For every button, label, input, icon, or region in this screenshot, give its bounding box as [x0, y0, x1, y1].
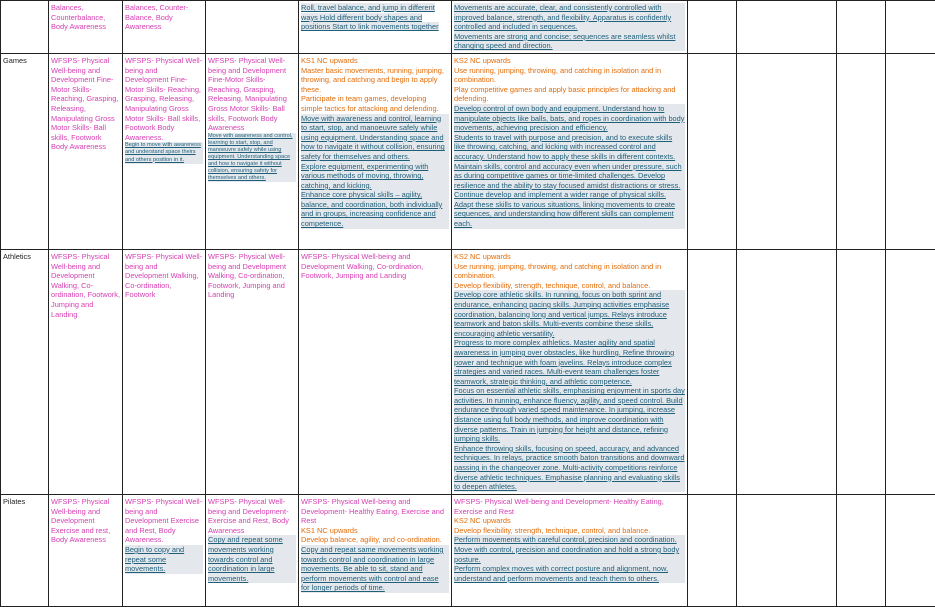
- ks1-heading: KS1 NC upwards: [301, 525, 358, 535]
- table-row: [1, 494, 935, 606]
- ks1-pink-text: WFSPS- Physical Well-being and Development- Healthy Eating, Exercise and Rest: [301, 496, 444, 526]
- ks2-cell: [452, 1, 688, 54]
- empty-cell: [837, 53, 886, 249]
- eyfs-link-text: Begin to copy and repeat some movements.: [125, 545, 203, 574]
- ks2-orange-text: Play competitive games and apply basic principles for attacking and defending.: [454, 84, 676, 104]
- ks1-cell: [299, 53, 452, 249]
- row-label-games: Games: [1, 53, 49, 249]
- empty-cell: [837, 249, 886, 494]
- ks1-text: Move with awareness and control, learning to start, stop, and manoeuvre safely while using equipment. Understanding space and how to navigate it without collision, ensuring safety for themselves and others.: [301, 114, 449, 162]
- ks2-text: Continue develop and implement a wider range of physical skills. Adapt these skills to various situations, linking movements to create sequences, and understanding how different skills can complement each.: [454, 190, 685, 228]
- row-label-cell: [1, 1, 49, 54]
- ks2-heading: KS2 NC upwards: [454, 251, 511, 261]
- eyfs-text: WFSPS- Physical Well-being and Development Fine-Motor Skills- Reaching, Grasping, Releasing, Manipulating Gross Motor Skills- Ball skills, Footwork Body Awareness: [208, 55, 287, 133]
- ks2-text: Progress to more complex athletics. Master agility and spatial awareness in jumping over obstacles, like hurdling. Refine throwing power and technique with foam javelins. Relays introduce complex strategies and varied races. Multi-event team challenges foster teamwork, strategic thinking, and athletic competence.: [454, 338, 685, 386]
- empty-cell: [886, 494, 935, 606]
- ks2-text: Movements are accurate, clear, and consistently controlled with improved balance, strength, and flexibility. Apparatus is confidently controlled and included in sequences.: [454, 3, 685, 32]
- ks1-cell: WFSPS- Physical Well-being and Development Walking, Co-ordination, Footwork, Jumping and Landing: [299, 249, 452, 494]
- ks2-text: Move with control, precision and coordination and hold a strong body posture.: [454, 545, 685, 564]
- table-row: [1, 1, 935, 54]
- ks2-text: Focus on essential athletic skills, emphasising enjoyment in sports day activities. In running, enhance fluency, agility, and speed control. Build endurance through varied speed maintenance. In jumping, increase distance using full body methods, and improve coordination with diverse patterns. Train in jumping for height and distance, refining jumping skills.: [454, 386, 685, 444]
- empty-cell: [837, 1, 886, 54]
- ks2-cell: [452, 53, 688, 249]
- eyfs-cell: Balances, Counterbalance, Body Awareness: [49, 1, 123, 54]
- empty-cell: [737, 1, 837, 54]
- ks2-text: Maintain skills, control and accuracy even when under pressure, such as during competitive games or time-limited challenges. Develop resilience and the ability to stay focused amidst distractions or stress.: [454, 162, 685, 191]
- ks2-text: Enhance throwing skills, focusing on speed, accuracy, and advanced techniques. In relays, practice smooth baton transitions and downward passing in the changeover zone. Multi-activity competitions reinforce diverse athletic techniques. Emphasise planning and evaluating skills to deepen athletes.: [454, 443, 685, 492]
- ks2-text: Students to travel with purpose and precision, and to execute skills like throwing, catching, and kicking with increased control and accuracy. Understand how to apply these skills in different contexts.: [454, 133, 685, 162]
- eyfs-cell: [123, 53, 206, 249]
- ks1-heading: KS1 NC upwards: [301, 55, 358, 65]
- ks2-cell: [452, 249, 688, 494]
- eyfs-cell: WFSPS- Physical Well-being and Development Walking, Co-ordination, Footwork, Jumping and Landing: [49, 249, 123, 494]
- eyfs-cell: WFSPS- Physical Well-being and Development Fine-Motor Skills- Reaching, Grasping, Releasing, Manipulating Gross Motor Skills- Ball skills, Footwork Body Awareness: [49, 53, 123, 249]
- ks2-orange-text: Develop flexibility, strength, technique, control, and balance.: [454, 280, 651, 290]
- eyfs-text: WFSPS- Physical Well-being and Development Fine-Motor Skills- Reaching, Grasping, Releasing, Manipulating Gross Motor Skills- Ball skills, Footwork Body Awareness.: [125, 55, 203, 142]
- eyfs-text: WFSPS- Physical Well-being and Development Exercise and Rest, Body Awareness.: [125, 496, 203, 545]
- eyfs-link-text: Copy and repeat some movements working towards control and coordination in large movements.: [208, 535, 296, 583]
- eyfs-cell: WFSPS- Physical Well-being and Development Walking, Co-ordination, Footwork, Jumping and Landing: [206, 249, 299, 494]
- ks2-cell: [452, 494, 688, 606]
- ks2-orange-text: Use running, jumping, throwing, and catching in isolation and in combination.: [454, 261, 662, 281]
- ks2-pink-text: WFSPS- Physical Well-being and Development- Healthy Eating, Exercise and Rest: [454, 496, 664, 516]
- empty-cell: [737, 249, 837, 494]
- ks2-text: Perform movements with careful control, precision and coordination.: [454, 535, 685, 545]
- eyfs-cell: [206, 1, 299, 54]
- ks1-orange-text: Develop balance, agility, and co-ordination.: [301, 535, 442, 545]
- empty-cell: [688, 249, 737, 494]
- row-label-pilates: Pilates: [1, 494, 49, 606]
- ks2-heading: KS2 NC upwards: [454, 55, 511, 65]
- eyfs-cell: WFSPS- Physical Well-being and Development Walking, Co-ordination, Footwork: [123, 249, 206, 494]
- eyfs-text: WFSPS- Physical Well-being and Development- Exercise and Rest, Body Awareness: [208, 496, 289, 535]
- ks2-orange-text: Use running, jumping, throwing, and catching in isolation and in combination.: [454, 65, 662, 85]
- ks2-orange-text: Develop flexibility, strength, technique, control, and balance.: [454, 525, 651, 535]
- ks1-cell: [299, 494, 452, 606]
- ks2-heading: KS2 NC upwards: [454, 516, 511, 526]
- eyfs-small-text: Begin to move with awareness and understand space theirs and others position in it.: [125, 142, 203, 163]
- table-row: [1, 53, 935, 249]
- eyfs-cell: Balances, Counter-Balance, Body Awareness: [123, 1, 206, 54]
- empty-cell: [837, 494, 886, 606]
- eyfs-cell: [206, 494, 299, 606]
- empty-cell: [688, 494, 737, 606]
- ks1-text: Roll, travel balance, and jump in different ways Hold different body shapes and positions Start to link movements together: [301, 3, 439, 32]
- ks1-text: Copy and repeat same movements working towards control and coordination in large movements. Be able to sit, stand and perform movements with control and ease for longer periods of time.: [301, 545, 449, 593]
- ks2-text: Develop core athletic skills. In running, focus on both sprint and endurance, enhancing pacing skills. Jumping activities emphasise coordination, balancing long and vertical jumps. Relays introduce teamwork and baton skills. Multi-events combine these skills, encouraging athletic versatility.: [454, 290, 685, 338]
- ks2-text: Movements are strong and concise; sequences are seamless whilst changing speed and direction.: [454, 32, 685, 51]
- ks2-text: Develop control of own body and equipment. Understand how to manipulate objects like balls, bats, and ropes in coordination with body movements, achieving precision and efficiency.: [454, 103, 685, 133]
- ks1-orange-text: Participate in team games, developing simple tactics for attacking and defending.: [301, 94, 439, 113]
- empty-cell: [886, 249, 935, 494]
- row-label-athletics: Athletics: [1, 249, 49, 494]
- table-row: [1, 249, 935, 494]
- empty-cell: [737, 494, 837, 606]
- ks1-cell: [299, 1, 452, 54]
- empty-cell: [737, 53, 837, 249]
- ks1-text: Enhance core physical skills – agility, balance, and coordination, both individually and in groups, increasing confidence and competence.: [301, 190, 449, 228]
- empty-cell: [688, 1, 737, 54]
- empty-cell: [688, 53, 737, 249]
- ks1-orange-text: Master basic movements, running, jumping, throwing, and catching and begin to apply these.: [301, 65, 444, 94]
- ks2-text: Perform complex moves with correct posture and alignment, now, understand and perform movements and teach them to others.: [454, 564, 685, 583]
- eyfs-cell: [123, 494, 206, 606]
- eyfs-cell: [206, 53, 299, 249]
- ks1-text: Explore equipment, experimenting with various methods of moving, throwing, catching, and kicking.: [301, 162, 449, 191]
- empty-cell: [886, 53, 935, 249]
- eyfs-cell: WFSPS- Physical Well-being and Development Exercise and rest, Body Awareness: [49, 494, 123, 606]
- empty-cell: [886, 1, 935, 54]
- eyfs-small-text: Move with awareness and control, learning to start, stop, and manoeuvre safely while using equipment. Understanding space and how to navigate it without collision, ensuring safety for themselves and others.: [208, 133, 296, 183]
